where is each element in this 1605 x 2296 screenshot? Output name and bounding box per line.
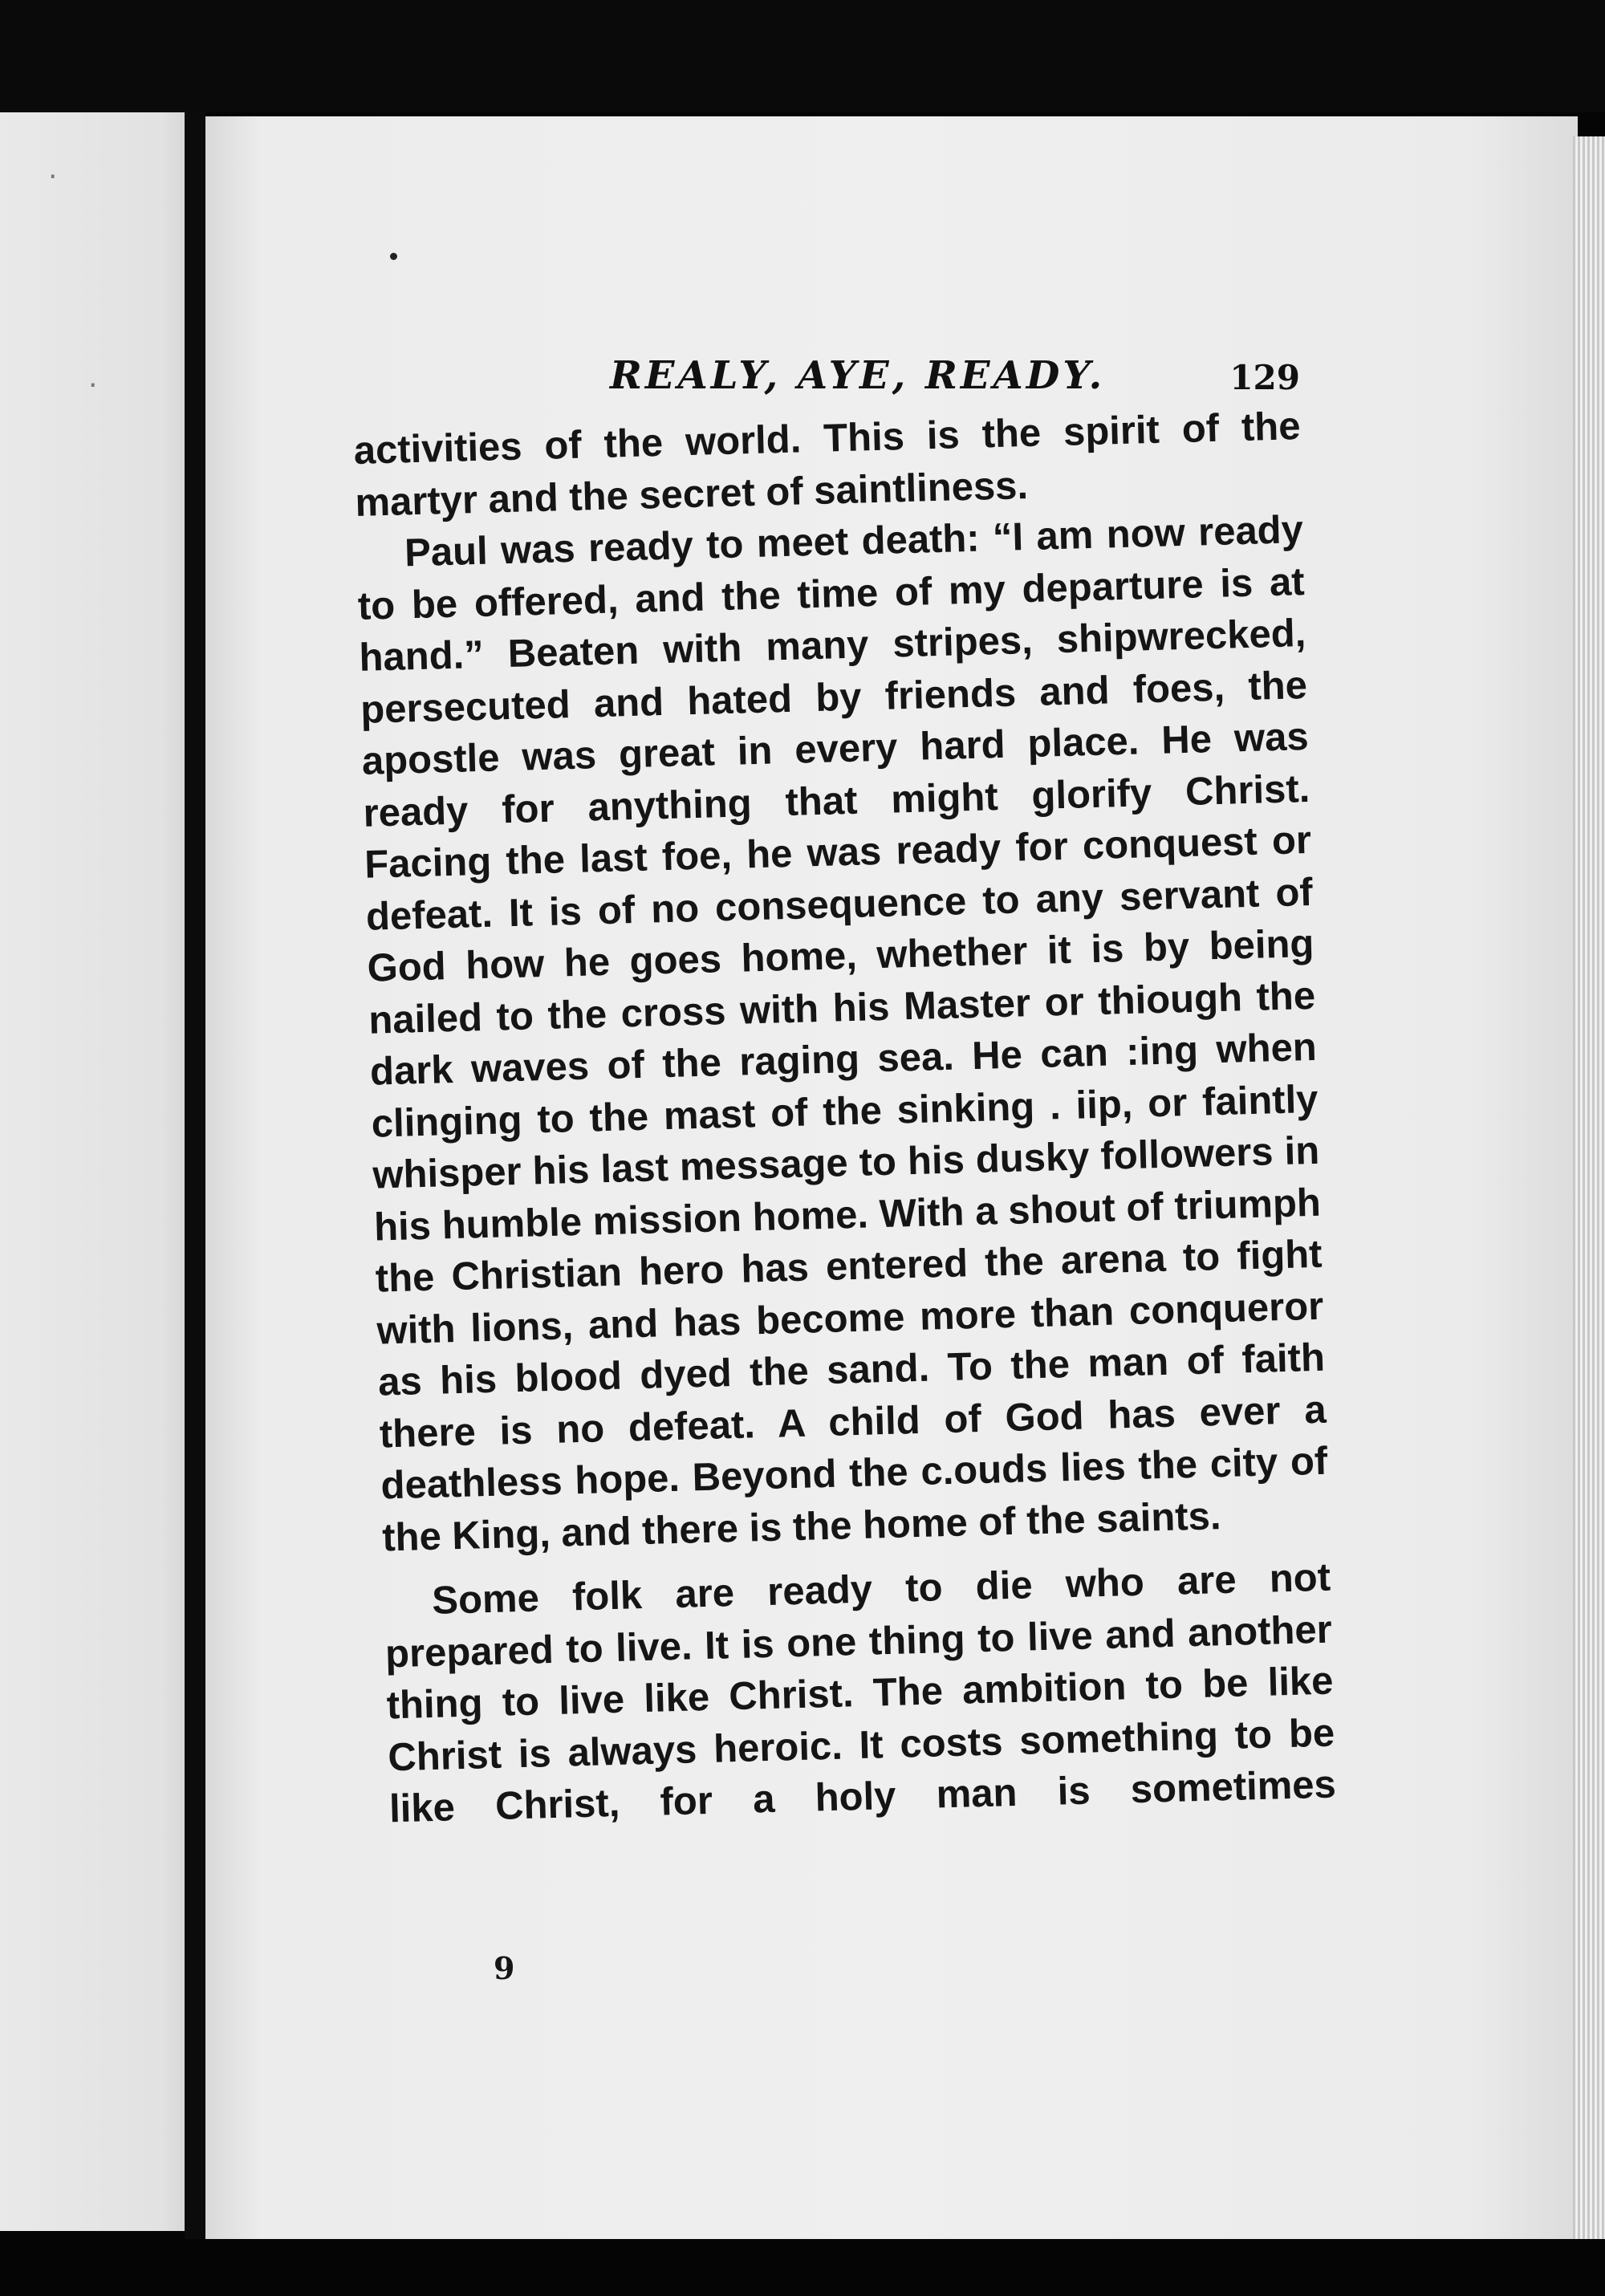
page-header [610,353,1300,409]
signature-mark: 9 [494,1950,515,1986]
paragraph: Paul was ready to meet death: “I am now ready to be offered, and the time of my departure is at hand.” Beaten with many stripes, shipwrecked, persecuted and hated by friends and foes, the apostle was great in every hard place. He was ready for anything that might glorify Christ. Facing the last foe, he was ready for conquest or defeat. It is of no consequence to any servant of God how he goes home, whether it is by being nailed to the cross with his Master or thiough the dark waves of the raging sea. He can :ing when clinging to the mast of the sinking . iip, or faintly whisper his last message to his dusky followers in his humble mission home. With a shout of triumph the Christian hero has entered the arena to fight with lions, and has become more than conqueror as his blood dyed the sand. To the man of faith there is no defeat. A child of God has ever a deathless hope. Beyond the c.ouds lies the city of the King, and there is the home of the saints. [357,508,1328,1560]
stray-mark: · [88,369,98,402]
paragraph: activities of the world. This is the spirit of the martyr and the secret of saintliness. [353,404,1302,525]
book-gutter [185,112,205,2247]
paragraph: Some folk are ready to die who are not prepared to live. It is one thing to live and another thing to live like Christ. The ambition to be like Christ is always heroic. It costs something to be like Christ, for a holy man is sometimes [384,1555,1337,1831]
running-title: REALY, AYE, READY. [610,353,1106,398]
body-text [353,400,1337,1835]
scan-bottom-border [0,2239,1605,2296]
page-number: 129 [1229,358,1300,397]
stray-mark: · [48,161,58,193]
ink-speck [390,253,397,260]
facing-page-edge [0,112,201,2231]
scan-top-border [0,0,1605,112]
page-edges [1573,136,1605,2247]
